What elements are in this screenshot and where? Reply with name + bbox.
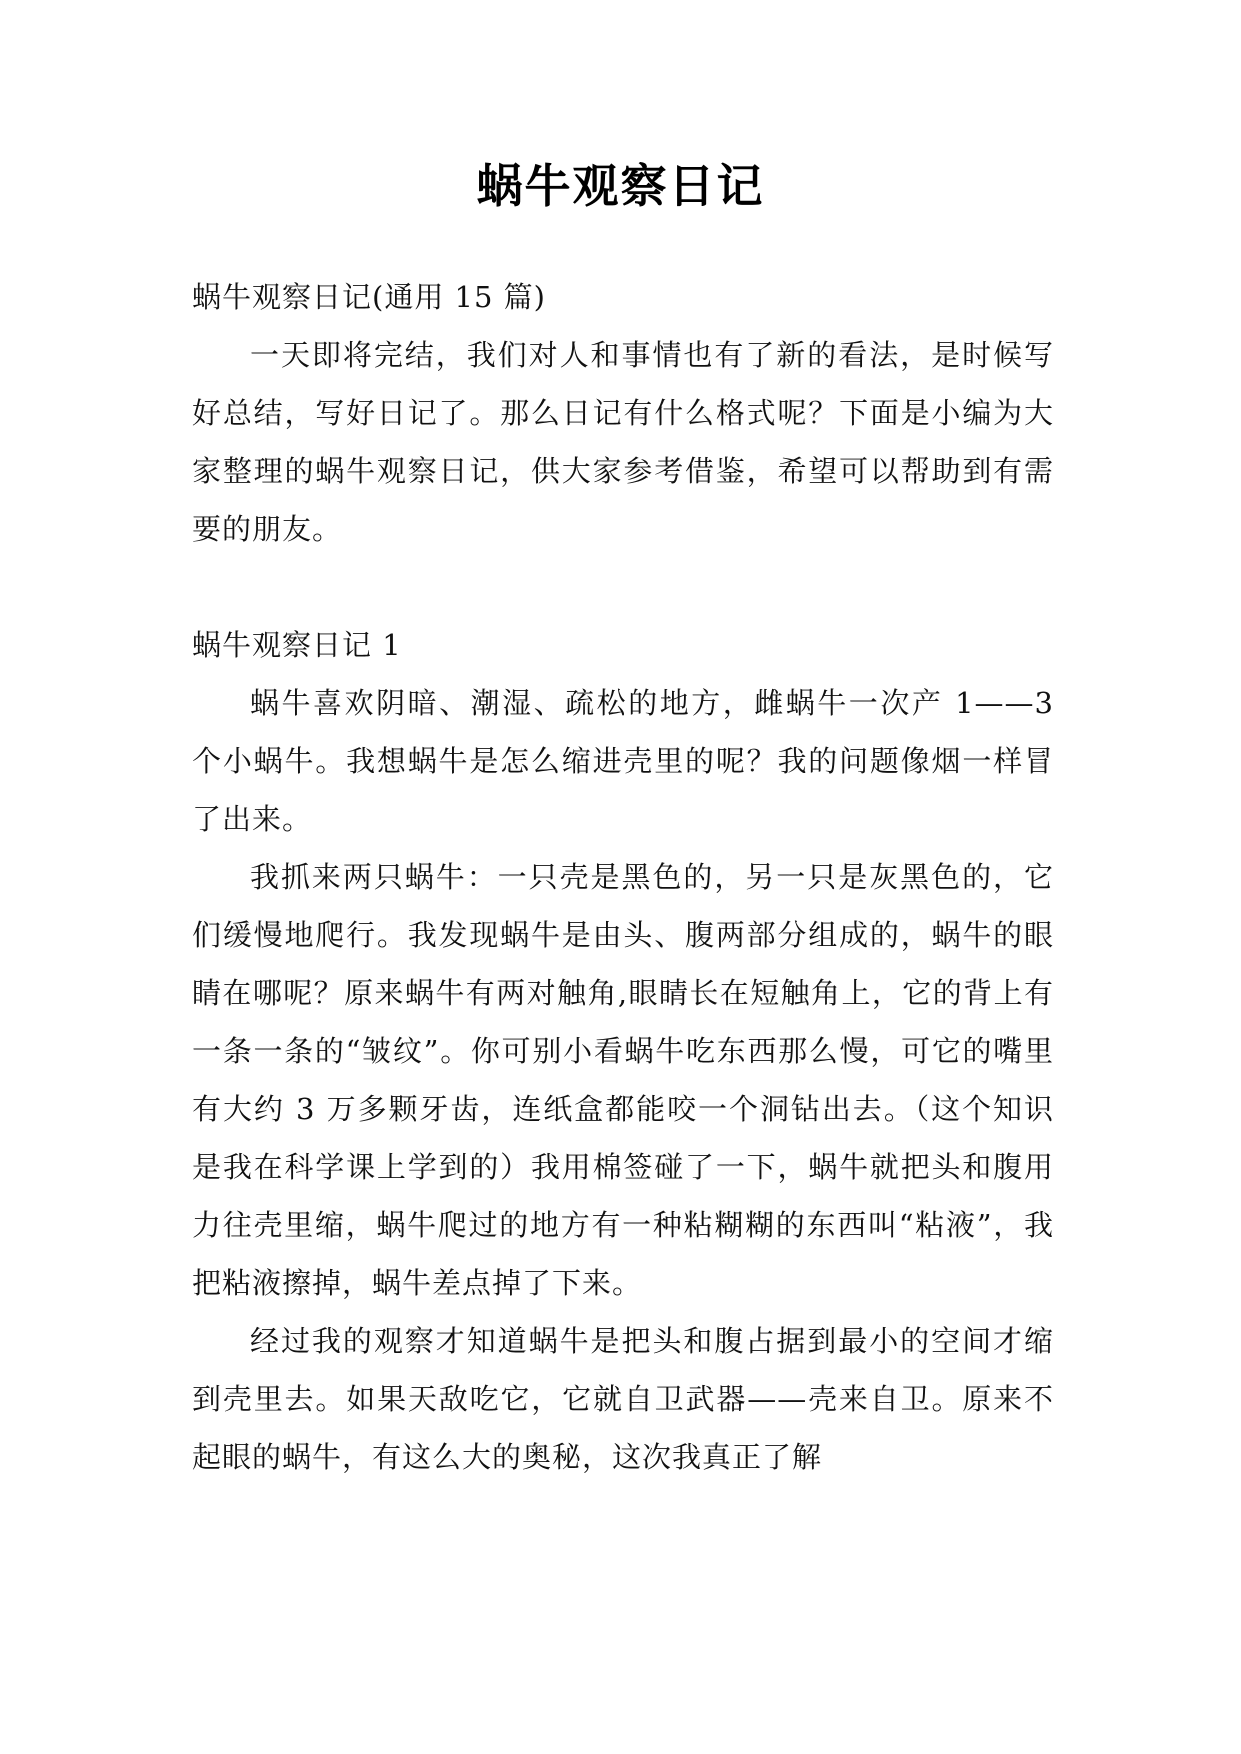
body-paragraph: 经过我的观察才知道蜗牛是把头和腹占据到最小的空间才缩到壳里去。如果天敌吃它，它就自卫武器——壳来自卫。原来不起眼的蜗牛，有这么大的奥秘，这次我真正了解 — [192, 1324, 1054, 1474]
body-paragraph: 我抓来两只蜗牛：一只壳是黑色的，另一只是灰黑色的，它们缓慢地爬行。我发现蜗牛是由头、腹两部分组成的，蜗牛的眼睛在哪呢？原来蜗牛有两对触角,眼睛长在短触角上，它的背上有一条一条的“皱纹”。你可别小看蜗牛吃东西那么慢，可它的嘴里有大约 3 万多颗牙齿，连纸盒都能咬一个洞钻出去。（这个知识是我在科学课上学到的）我用棉签碰了一下，蜗牛就把头和腹用力往壳里缩，蜗牛爬过的地方有一种粘糊糊的东西叫“粘液”，我把粘液擦掉，蜗牛差点掉了下来。 — [192, 860, 1054, 1300]
document-title: 蜗牛观察日记 — [476, 159, 765, 213]
section-heading: 蜗牛观察日记 1 — [192, 628, 402, 662]
intro-paragraph: 一天即将完结，我们对人和事情也有了新的看法，是时候写好总结，写好日记了。那么日记有什么格式呢？下面是小编为大家整理的蜗牛观察日记，供大家参考借鉴，希望可以帮助到有需要的朋友。 — [192, 338, 1054, 546]
section-gap — [192, 558, 1054, 616]
document-subtitle: 蜗牛观察日记(通用 15 篇) — [192, 280, 546, 314]
document-body — [192, 268, 1054, 1486]
body-paragraph: 蜗牛喜欢阴暗、潮湿、疏松的地方，雌蜗牛一次产 1——3 个小蜗牛。我想蜗牛是怎么缩进壳里的呢？我的问题像烟一样冒了出来。 — [192, 686, 1054, 836]
